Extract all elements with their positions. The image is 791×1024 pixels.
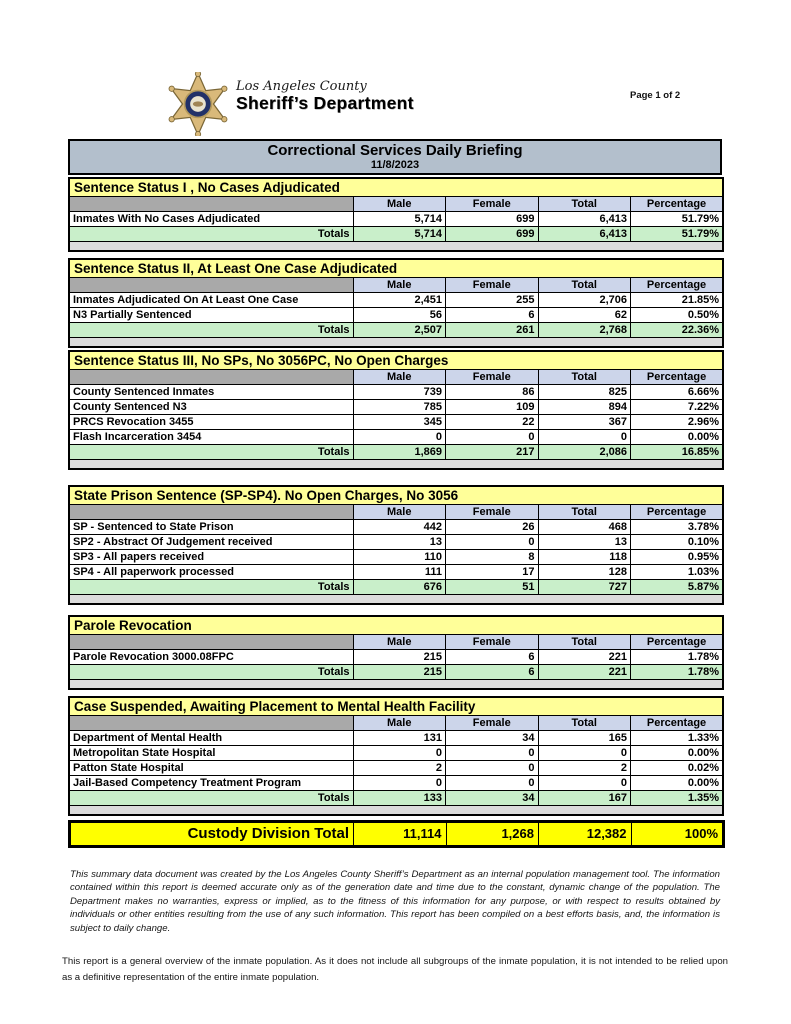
column-header-male: Male [353, 635, 446, 650]
male-value: 110 [353, 550, 446, 565]
header-spacer-cell [69, 370, 353, 385]
total-value: 13 [538, 535, 631, 550]
male-value: 785 [353, 400, 446, 415]
agency-county-line: Los Angeles County [236, 79, 367, 94]
male-value: 56 [353, 308, 446, 323]
total-value: 825 [538, 385, 631, 400]
totals-row [69, 445, 723, 460]
column-header-female: Female [446, 197, 539, 212]
female-value: 86 [446, 385, 539, 400]
totals-label: Totals [69, 323, 353, 338]
total-value: 894 [538, 400, 631, 415]
female-value: 8 [446, 550, 539, 565]
report-body [68, 139, 722, 869]
totals-total: 2,086 [538, 445, 631, 460]
totals-male: 676 [353, 580, 446, 595]
column-header-female: Female [446, 635, 539, 650]
total-value: 62 [538, 308, 631, 323]
percentage-value: 1.78% [631, 650, 724, 665]
column-header-female: Female [446, 716, 539, 731]
header-spacer-cell [69, 635, 353, 650]
total-value: 2,706 [538, 293, 631, 308]
table-row [69, 565, 723, 580]
section-separator [69, 806, 723, 816]
separator-cell [69, 595, 723, 605]
column-header-row [69, 635, 723, 650]
table-row [69, 746, 723, 761]
percentage-value: 0.95% [631, 550, 724, 565]
sheriff-star-icon [166, 72, 230, 136]
column-header-female: Female [446, 370, 539, 385]
column-header-total: Total [538, 278, 631, 293]
column-header-female: Female [446, 278, 539, 293]
column-header-percentage: Percentage [631, 197, 724, 212]
totals-label: Totals [69, 580, 353, 595]
section-title: Sentence Status II, At Least One Case Adjudicated [69, 259, 723, 278]
table-row [69, 520, 723, 535]
totals-label: Totals [69, 791, 353, 806]
row-label: County Sentenced N3 [69, 400, 353, 415]
male-value: 0 [353, 776, 446, 791]
total-value: 468 [538, 520, 631, 535]
column-header-row [69, 505, 723, 520]
section-title-row [69, 351, 723, 370]
row-label: Patton State Hospital [69, 761, 353, 776]
totals-female: 51 [446, 580, 539, 595]
totals-row [69, 791, 723, 806]
grand-total-percentage: 100% [631, 822, 724, 847]
male-value: 131 [353, 731, 446, 746]
female-value: 0 [446, 535, 539, 550]
male-value: 345 [353, 415, 446, 430]
row-label: Jail-Based Competency Treatment Program [69, 776, 353, 791]
percentage-value: 2.96% [631, 415, 724, 430]
row-label: SP2 - Abstract Of Judgement received [69, 535, 353, 550]
row-label: SP3 - All papers received [69, 550, 353, 565]
section-mental-health-placement [68, 696, 724, 816]
section-separator [69, 338, 723, 348]
section-title: Sentence Status III, No SPs, No 3056PC, No Open Charges [69, 351, 723, 370]
section-sentence-status-i [68, 177, 724, 252]
totals-total: 727 [538, 580, 631, 595]
totals-male: 215 [353, 665, 446, 680]
totals-male: 5,714 [353, 227, 446, 242]
percentage-value: 3.78% [631, 520, 724, 535]
column-header-row [69, 370, 723, 385]
report-title: Correctional Services Daily Briefing [267, 142, 523, 159]
male-value: 739 [353, 385, 446, 400]
section-separator [69, 595, 723, 605]
male-value: 111 [353, 565, 446, 580]
totals-female: 699 [446, 227, 539, 242]
table-row [69, 535, 723, 550]
totals-row [69, 227, 723, 242]
totals-row [69, 665, 723, 680]
totals-percentage: 51.79% [631, 227, 724, 242]
header-spacer-cell [69, 197, 353, 212]
section-title-row [69, 178, 723, 197]
row-label: PRCS Revocation 3455 [69, 415, 353, 430]
totals-row [69, 580, 723, 595]
row-label: Inmates Adjudicated On At Least One Case [69, 293, 353, 308]
female-value: 0 [446, 776, 539, 791]
table-row [69, 550, 723, 565]
female-value: 6 [446, 308, 539, 323]
totals-percentage: 5.87% [631, 580, 724, 595]
table-row [69, 308, 723, 323]
column-header-row [69, 278, 723, 293]
totals-percentage: 16.85% [631, 445, 724, 460]
total-value: 6,413 [538, 212, 631, 227]
section-separator [69, 460, 723, 470]
grand-total-male: 11,114 [354, 822, 447, 847]
section-parole-revocation [68, 615, 724, 690]
table-row [69, 400, 723, 415]
section-title-row [69, 259, 723, 278]
totals-female: 6 [446, 665, 539, 680]
female-value: 0 [446, 746, 539, 761]
percentage-value: 0.10% [631, 535, 724, 550]
row-label: Department of Mental Health [69, 731, 353, 746]
section-sentence-status-iii [68, 350, 724, 470]
female-value: 109 [446, 400, 539, 415]
total-value: 0 [538, 776, 631, 791]
section-title-row [69, 486, 723, 505]
column-header-male: Male [353, 278, 446, 293]
table-row [69, 415, 723, 430]
table-row [69, 293, 723, 308]
column-header-percentage: Percentage [631, 716, 724, 731]
section-state-prison-sentence [68, 485, 724, 605]
row-label: County Sentenced Inmates [69, 385, 353, 400]
totals-label: Totals [69, 445, 353, 460]
table-row [69, 761, 723, 776]
table-row [69, 385, 723, 400]
report-date: 11/8/2023 [370, 159, 420, 171]
column-header-percentage: Percentage [631, 505, 724, 520]
agency-name [236, 80, 414, 113]
totals-row [69, 323, 723, 338]
male-value: 215 [353, 650, 446, 665]
column-header-total: Total [538, 505, 631, 520]
total-value: 367 [538, 415, 631, 430]
male-value: 442 [353, 520, 446, 535]
table-row [69, 731, 723, 746]
row-label: Inmates With No Cases Adjudicated [69, 212, 353, 227]
section-title: Case Suspended, Awaiting Placement to Mental Health Facility [69, 697, 723, 716]
percentage-value: 0.00% [631, 776, 724, 791]
grand-total-female: 1,268 [446, 822, 539, 847]
total-value: 2 [538, 761, 631, 776]
overview-note-text: This report is a general overview of the inmate population. As it does not include all subgroups of the inmate population, it is not intended to be relied upon as a definitive representation of the entire inmate population. [62, 955, 728, 983]
section-title: Sentence Status I , No Cases Adjudicated [69, 178, 723, 197]
custody-division-total-row [70, 822, 724, 847]
percentage-value: 1.03% [631, 565, 724, 580]
totals-percentage: 22.36% [631, 323, 724, 338]
totals-total: 167 [538, 791, 631, 806]
totals-percentage: 1.78% [631, 665, 724, 680]
total-value: 0 [538, 746, 631, 761]
column-header-total: Total [538, 635, 631, 650]
totals-male: 133 [353, 791, 446, 806]
page-indicator: Page 1 of 2 [630, 90, 681, 101]
header-spacer-cell [69, 716, 353, 731]
table-row [69, 776, 723, 791]
female-value: 699 [446, 212, 539, 227]
column-header-female: Female [446, 505, 539, 520]
male-value: 5,714 [353, 212, 446, 227]
row-label: N3 Partially Sentenced [69, 308, 353, 323]
header-spacer-cell [69, 278, 353, 293]
totals-percentage: 1.35% [631, 791, 724, 806]
column-header-percentage: Percentage [631, 370, 724, 385]
totals-male: 2,507 [353, 323, 446, 338]
separator-cell [69, 242, 723, 252]
totals-male: 1,869 [353, 445, 446, 460]
section-title-row [69, 616, 723, 635]
totals-total: 6,413 [538, 227, 631, 242]
row-label: Flash Incarceration 3454 [69, 430, 353, 445]
section-title-row [69, 697, 723, 716]
column-header-row [69, 197, 723, 212]
totals-female: 34 [446, 791, 539, 806]
female-value: 26 [446, 520, 539, 535]
row-label: SP - Sentenced to State Prison [69, 520, 353, 535]
column-header-male: Male [353, 505, 446, 520]
total-value: 0 [538, 430, 631, 445]
female-value: 255 [446, 293, 539, 308]
separator-cell [69, 460, 723, 470]
percentage-value: 0.00% [631, 746, 724, 761]
section-title: State Prison Sentence (SP-SP4). No Open Charges, No 3056 [69, 486, 723, 505]
male-value: 0 [353, 746, 446, 761]
header-spacer-cell [69, 505, 353, 520]
row-label: Parole Revocation 3000.08FPC [69, 650, 353, 665]
report-title-bar [68, 139, 722, 175]
female-value: 6 [446, 650, 539, 665]
column-header-row [69, 716, 723, 731]
column-header-male: Male [353, 370, 446, 385]
column-header-total: Total [538, 197, 631, 212]
section-sentence-status-ii [68, 258, 724, 348]
female-value: 22 [446, 415, 539, 430]
male-value: 2,451 [353, 293, 446, 308]
female-value: 0 [446, 761, 539, 776]
total-value: 118 [538, 550, 631, 565]
male-value: 0 [353, 430, 446, 445]
totals-label: Totals [69, 227, 353, 242]
grand-total-label: Custody Division Total [70, 822, 354, 847]
percentage-value: 21.85% [631, 293, 724, 308]
percentage-value: 0.02% [631, 761, 724, 776]
totals-female: 217 [446, 445, 539, 460]
totals-label: Totals [69, 665, 353, 680]
percentage-value: 6.66% [631, 385, 724, 400]
separator-cell [69, 680, 723, 690]
percentage-value: 0.50% [631, 308, 724, 323]
separator-cell [69, 338, 723, 348]
total-value: 221 [538, 650, 631, 665]
percentage-value: 7.22% [631, 400, 724, 415]
disclaimer-text: This summary data document was created by the Los Angeles County Sheriff’s Department as an internal population management tool. The information contained within this report is deemed accurate only as of the generation date and time due to the constant, dynamic change of the population. The Department makes no warranties, express or implied, as to the fitness of this information for any purpose, or with respect to results obtained by individuals or other entities resulting from the use of any such information. This report has been compiled on a best efforts basis, and, the information is subject to daily change. [70, 868, 720, 934]
percentage-value: 1.33% [631, 731, 724, 746]
row-label: Metropolitan State Hospital [69, 746, 353, 761]
custody-division-total-table [68, 820, 725, 848]
section-separator [69, 242, 723, 252]
row-label: SP4 - All paperwork processed [69, 565, 353, 580]
percentage-value: 0.00% [631, 430, 724, 445]
column-header-total: Total [538, 716, 631, 731]
male-value: 2 [353, 761, 446, 776]
grand-total-total: 12,382 [539, 822, 632, 847]
section-separator [69, 680, 723, 690]
percentage-value: 51.79% [631, 212, 724, 227]
separator-cell [69, 806, 723, 816]
column-header-total: Total [538, 370, 631, 385]
female-value: 34 [446, 731, 539, 746]
sheriff-star-badge-graphic [166, 72, 230, 136]
table-row [69, 430, 723, 445]
total-value: 165 [538, 731, 631, 746]
total-value: 128 [538, 565, 631, 580]
totals-total: 2,768 [538, 323, 631, 338]
column-header-percentage: Percentage [631, 278, 724, 293]
female-value: 17 [446, 565, 539, 580]
section-title: Parole Revocation [69, 616, 723, 635]
column-header-male: Male [353, 716, 446, 731]
totals-total: 221 [538, 665, 631, 680]
female-value: 0 [446, 430, 539, 445]
column-header-male: Male [353, 197, 446, 212]
male-value: 13 [353, 535, 446, 550]
agency-department-line: Sheriff’s Department [236, 93, 414, 113]
totals-female: 261 [446, 323, 539, 338]
column-header-percentage: Percentage [631, 635, 724, 650]
table-row [69, 650, 723, 665]
table-row [69, 212, 723, 227]
